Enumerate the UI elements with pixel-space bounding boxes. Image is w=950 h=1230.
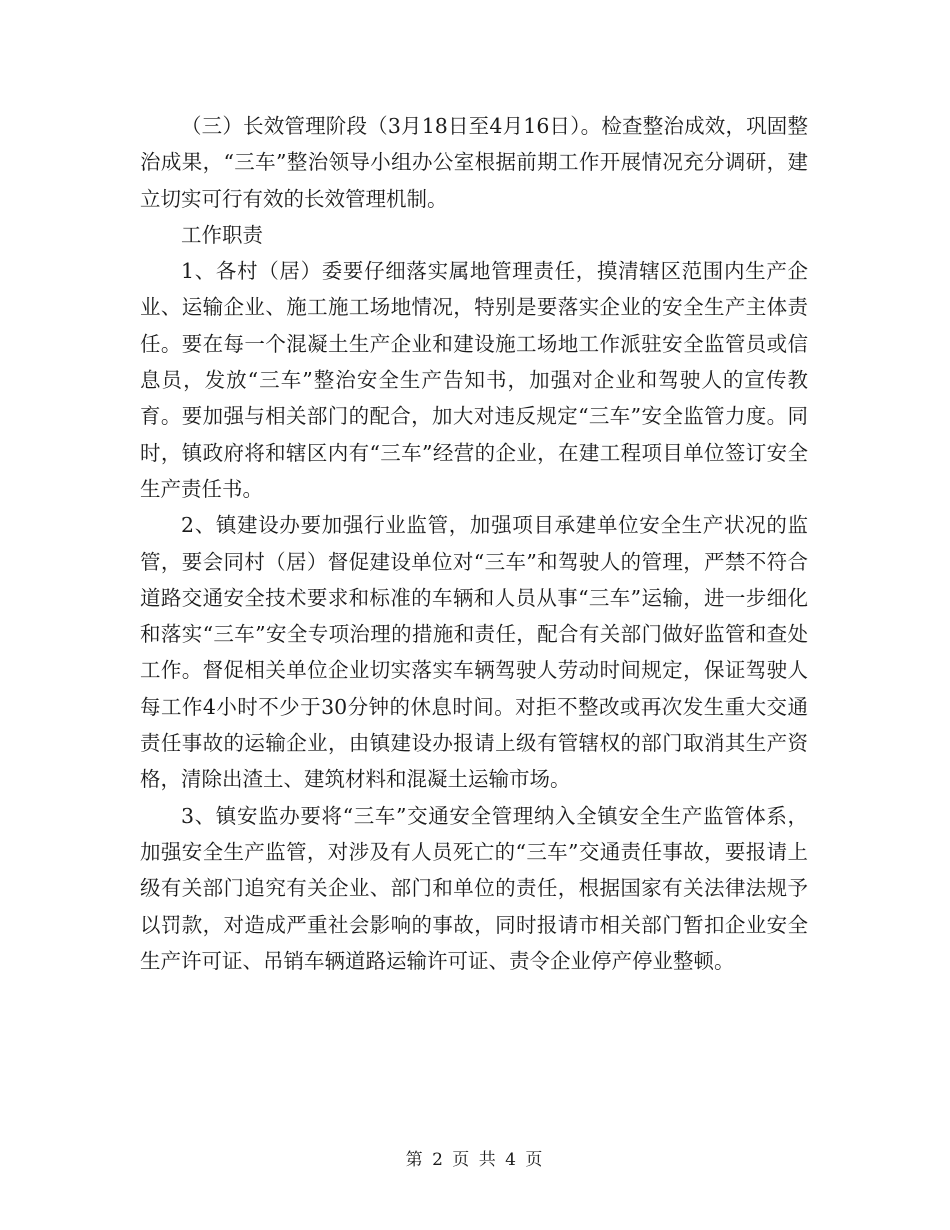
paragraph-long-term-management: （三）长效管理阶段（3月18日至4月16日）。检查整治成效，巩固整治成果，“三车”整治领导小组办公室根据前期工作开展情况充分调研，建立切实可行有效的长效管理机制。 [140,114,808,211]
paragraph-duty-3-safety-office: 3、镇安监办要将“三车”交通安全管理纳入全镇安全生产监管体系，加强安全生产监管，对涉及有人员死亡的“三车”交通责任事故，要报请上级有关部门追究有关企业、部门和单位的责任，根据国家有关法律法规予以罚款，对造成严重社会影响的事故，同时报请市相关部门暂扣企业安全生产许可证、吊销车辆道路运输许可证、责令企业停产停业整顿。 [140,803,808,973]
page-number-footer: 第 2 页 共 4 页 [405,1150,545,1170]
paragraph-duty-1-village-committees: 1、各村（居）委要仔细落实属地管理责任，摸清辖区范围内生产企业、运输企业、施工施工场地情况，特别是要落实企业的安全生产主体责任。要在每一个混凝土生产企业和建设施工场地工作派驻安全监管员或信息员，发放“三车”整治安全生产告知书，加强对企业和驾驶人的宣传教育。要加强与相关部门的配合，加大对违反规定“三车”安全监管力度。同时，镇政府将和辖区内有“三车”经营的企业，在建工程项目单位签订安全生产责任书。 [140,259,808,501]
section-heading-work-duties: 工作职责 [181,222,263,247]
document-body [140,108,808,979]
paragraph-duty-2-construction-office: 2、镇建设办要加强行业监管，加强项目承建单位安全生产状况的监管，要会同村（居）督促建设单位对“三车”和驾驶人的管理，严禁不符合道路交通安全技术要求和标准的车辆和人员从事“三车”运输，进一步细化和落实“三车”安全专项治理的措施和责任，配合有关部门做好监管和查处工作。督促相关单位企业切实落实车辆驾驶人劳动时间规定，保证驾驶人每工作4小时不少于30分钟的休息时间。对拒不整改或再次发生重大交通责任事故的运输企业，由镇建设办报请上级有管辖权的部门取消其生产资格，清除出渣土、建筑材料和混凝土运输市场。 [140,513,808,792]
